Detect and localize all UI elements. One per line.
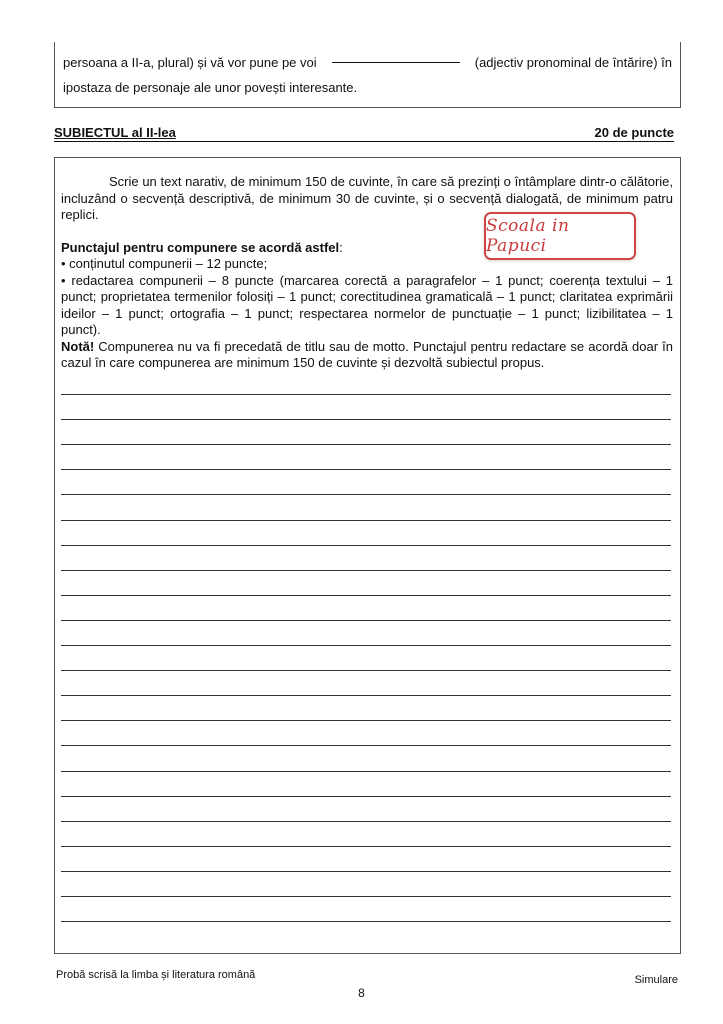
scoring-title: Punctajul pentru compunere se acordă astfel [61,239,340,255]
previous-exercise-line-2: ipostaza de personaje ale unor povești interesante. [63,80,358,95]
footer-page-number: 8 [358,986,365,1000]
previous-exercise-line-1 [63,50,672,75]
writing-line [61,696,671,721]
writing-line [61,495,671,520]
footer-exam-type: Simulare [634,974,678,986]
scoring-item-content: • conținutul compunerii – 12 puncte; [61,256,268,271]
task-prompt: Scrie un text narativ, de minimum 150 de cuvinte, în care să prezinți o întâmplare dintr-o călătorie, incluzând o secvență descriptivă, de minimum 30 de cuvinte, și o secvență dialogată, de minimum patru replici. [61,174,673,222]
writing-line [61,671,671,696]
writing-line [61,571,671,596]
note-paragraph [61,339,673,372]
answer-blank [332,50,460,63]
writing-line [61,470,671,495]
writing-line [61,596,671,621]
writing-line [61,445,671,470]
answer-box [54,157,681,954]
writing-line [61,822,671,847]
writing-line [61,646,671,671]
subject-header [54,124,674,142]
note-label: Notă! [61,338,95,354]
writing-line [61,847,671,872]
writing-line [61,370,671,395]
writing-line [61,897,671,922]
scoring-colon: : [339,239,343,255]
task-instructions [61,174,673,372]
subject-title: SUBIECTUL al II-lea [54,125,176,140]
writing-line [61,797,671,822]
writing-line [61,621,671,646]
writing-line [61,872,671,897]
writing-lines [61,370,671,922]
previous-text-after-blank: (adjectiv pronominal de întărire) în [474,55,672,70]
writing-line [61,721,671,746]
scoring-item-writing: • redactarea compunerii – 8 puncte (marcarea corectă a paragrafelor – 1 punct; coerența textului – 1 punct; proprietatea termenilor folosiți – 1 punct; corectitudinea gramaticală – 1 punct; claritatea exprimării ideilor – 1 punct; ortografia – 1 punct; respectarea normelor de punctuație – 1 punct; lizibilitatea – 1 punct). [61,272,673,337]
footer-exam-name: Probă scrisă la limba și literatura română [56,969,256,981]
writing-line [61,746,671,771]
previous-exercise-box [54,42,681,108]
watermark-stamp [484,212,636,260]
writing-line [61,420,671,445]
writing-line [61,546,671,571]
writing-line [61,772,671,797]
subject-points: 20 de puncte [594,125,674,140]
note-text: Compunerea nu va fi precedată de titlu sau de motto. Punctajul pentru redactare se acordă doar în cazul în care compunerea are minimum 150 de cuvinte și dezvoltă subiectul propus. [61,338,673,370]
writing-line [61,521,671,546]
previous-text-before-blank: persoana a II-a, plural) și vă vor pune pe voi [63,55,317,70]
writing-line [61,395,671,420]
watermark-text: Scoala in Papuci [486,216,570,256]
